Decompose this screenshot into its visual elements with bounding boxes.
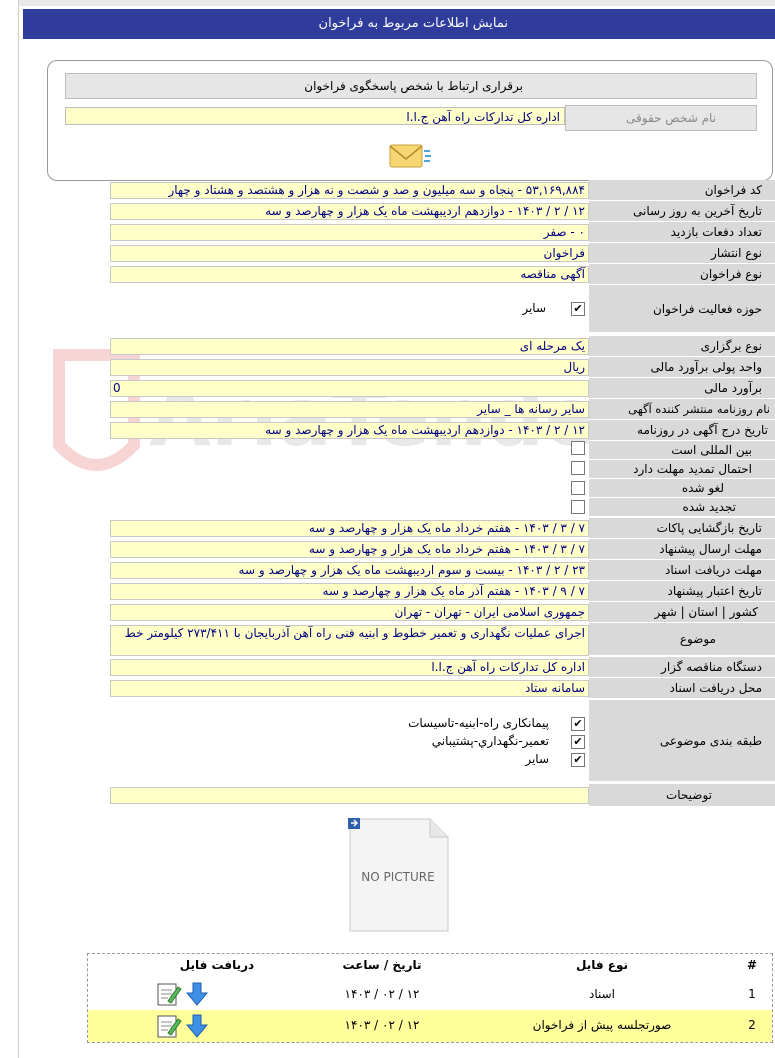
edit-document-icon[interactable] (156, 1013, 182, 1039)
label-currency: واحد پولی برآورد مالی (589, 357, 775, 378)
extension-checkbox[interactable] (571, 461, 585, 475)
files-header-row (88, 954, 772, 976)
label-extension: احتمال تمدید مهلت دارد (589, 460, 775, 479)
label-estimate: برآورد مالی (589, 378, 775, 399)
renewed-checkbox[interactable] (571, 500, 585, 514)
value-submit-deadline: ۷ / ۳ / ۱۴۰۳ - هفتم خرداد ماه یک هزار و چهارصد و سه (110, 541, 589, 558)
label-code: کد فراخوان (589, 180, 775, 201)
category-option-1: پیمانکاری راه-ابنیه-تاسیسات (408, 716, 549, 730)
label-submit-deadline: مهلت ارسال پیشنهاد (589, 539, 775, 560)
activity-scope-checkbox[interactable]: ✔ (571, 302, 585, 316)
category-option-3: سایر (525, 752, 549, 766)
files-header-num: # (746, 958, 758, 972)
value-doc-place: سامانه ستاد (110, 680, 589, 697)
value-newspaper: سایر رسانه ها _ سایر (110, 401, 589, 418)
mail-icon[interactable] (388, 139, 432, 173)
value-estimate: 0 (110, 380, 589, 397)
label-subject: موضوع (589, 623, 775, 656)
table-row (88, 1010, 772, 1042)
label-activity-scope: حوزه فعالیت فراخوان (589, 285, 775, 333)
label-visits: تعداد دفعات بازدید (589, 222, 775, 243)
label-renewed: تجدید شده (589, 498, 775, 517)
files-header-type: نوع فایل (576, 958, 628, 972)
value-currency: ریال (110, 359, 589, 376)
value-code: ۵۳,۱۶۹,۸۸۴ - پنجاه و سه میلیون و صد و شصت و نه هزار و هشتصد و هشتاد و چهار (110, 182, 589, 199)
category-checkbox-1[interactable]: ✔ (571, 717, 585, 731)
table-row (88, 979, 772, 1009)
label-doc-deadline: مهلت دریافت اسناد (589, 560, 775, 581)
file-num: 1 (748, 987, 756, 1001)
top-strip (19, 0, 775, 6)
label-doc-place: محل دریافت اسناد (589, 678, 775, 699)
value-envelope-open: ۷ / ۳ / ۱۴۰۳ - هفتم خرداد ماه یک هزار و چهارصد و سه (110, 520, 589, 537)
no-picture-text: NO PICTURE (361, 870, 435, 884)
label-envelope-open: تاریخ بازگشایی پاکات (589, 518, 775, 539)
activity-scope-option: سایر (522, 301, 546, 315)
label-last-update: تاریخ آخرین به روز رسانی (589, 201, 775, 222)
international-checkbox[interactable] (571, 441, 585, 455)
file-type: اسناد (588, 987, 615, 1001)
value-validity: ۷ / ۹ / ۱۴۰۳ - هفتم آذر ماه یک هزار و چهارصد و سه (110, 583, 589, 600)
label-cancelled: لغو شده (589, 479, 775, 498)
files-table (87, 953, 773, 1043)
no-picture-image (344, 815, 454, 935)
value-description (110, 787, 589, 804)
value-publish-type: فراخوان (110, 245, 589, 262)
files-header-download: دریافت فایل (179, 958, 255, 972)
file-num: 2 (748, 1018, 756, 1032)
edit-document-icon[interactable] (156, 981, 182, 1007)
files-header-date: تاریخ / ساعت (342, 958, 422, 972)
label-newspaper-date: تاریخ درج آگهی در روزنامه (589, 420, 775, 441)
value-location: جمهوری اسلامی ایران - تهران - تهران (110, 604, 589, 621)
value-newspaper-date: ۱۲ / ۲ / ۱۴۰۳ - دوازدهم اردیبهشت ماه یک هزار و چهارصد و سه (110, 422, 589, 439)
page-frame (18, 0, 775, 1058)
download-arrow-icon[interactable] (184, 1013, 210, 1039)
category-checkbox-2[interactable]: ✔ (571, 735, 585, 749)
cancelled-checkbox[interactable] (571, 481, 585, 495)
page-header (23, 9, 775, 39)
label-newspaper: نام روزنامه منتشر کننده آگهی (589, 399, 775, 420)
label-organizer: دستگاه مناقصه گزار (589, 657, 775, 678)
page-title: نمایش اطلاعات مربوط به فراخوان (318, 16, 508, 31)
contact-box (47, 60, 773, 181)
value-last-update: ۱۲ / ۲ / ۱۴۰۳ - دوازدهم اردیبهشت ماه یک هزار و چهارصد و سه (110, 203, 589, 220)
value-doc-deadline: ۲۳ / ۲ / ۱۴۰۳ - بیست و سوم اردیبهشت ماه یک هزار و چهارصد و سه (110, 562, 589, 579)
contact-title-button[interactable]: برقراری ارتباط با شخص پاسخگوی فراخوان (65, 73, 757, 99)
label-description: توضیحات (589, 784, 775, 807)
value-call-type: آگهی مناقصه (110, 266, 589, 283)
label-international: بین المللی است (589, 441, 775, 460)
category-checkbox-3[interactable]: ✔ (571, 753, 585, 767)
legal-person-value: اداره کل تدارکات راه آهن ج.ا.ا (65, 107, 565, 125)
file-type: صورتجلسه پیش از فراخوان (532, 1018, 672, 1032)
value-subject: اجرای عملیات نگهداری و تعمیر خطوط و ابنیه فنی راه آهن آذربایجان با ۲۷۳/۴۱۱ کیلومتر خط (110, 625, 589, 656)
file-date: ۱۲ / ۰۲ / ۱۴۰۳ (344, 1018, 420, 1032)
label-validity: تاریخ اعتبار پیشنهاد (589, 581, 775, 602)
label-publish-type: نوع انتشار (589, 243, 775, 264)
label-categories: طبقه بندی موضوعی (589, 700, 775, 782)
value-visits: ۰ - صفر (110, 224, 589, 241)
category-option-2: تعمیر-نگهداري-پشتيباني (431, 734, 549, 748)
download-arrow-icon[interactable] (184, 981, 210, 1007)
label-location: کشور | استان | شهر (589, 602, 775, 623)
file-date: ۱۲ / ۰۲ / ۱۴۰۳ (344, 987, 420, 1001)
label-call-type: نوع فراخوان (589, 264, 775, 285)
value-organizer: اداره کل تدارکات راه آهن ج.ا.ا (110, 659, 589, 676)
value-hold-type: یک مرحله ای (110, 338, 589, 355)
legal-person-label: نام شخص حقوقی (565, 105, 757, 131)
label-hold-type: نوع برگزاری (589, 336, 775, 357)
